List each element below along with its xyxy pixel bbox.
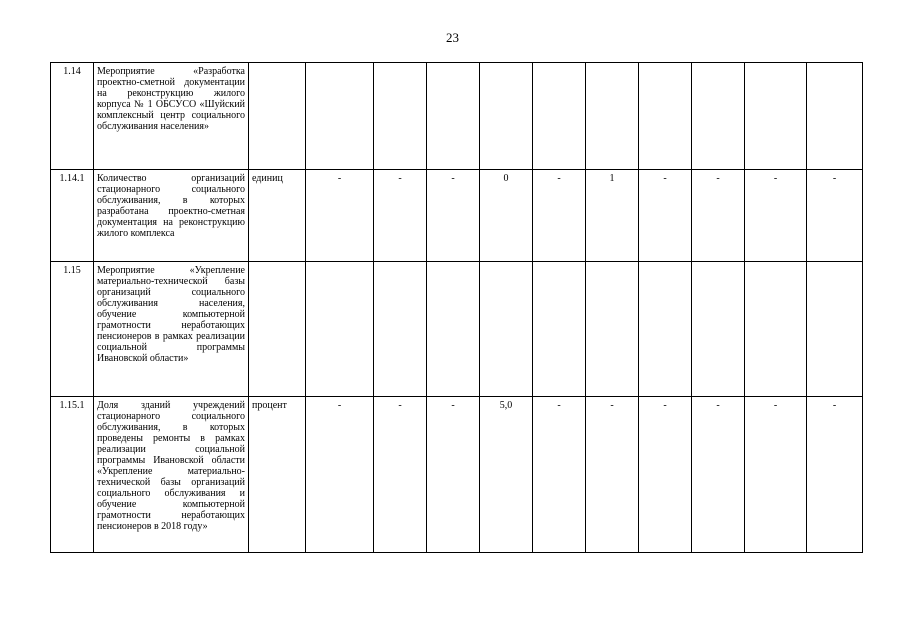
value-cell — [692, 63, 745, 170]
value-cell: - — [533, 170, 586, 262]
value-cell: - — [306, 170, 374, 262]
value-cell — [480, 262, 533, 397]
value-cell: 1 — [586, 170, 639, 262]
value-cell: - — [639, 397, 692, 553]
value-cell: - — [586, 397, 639, 553]
value-cell — [374, 63, 427, 170]
value-cell — [639, 262, 692, 397]
value-cell — [533, 262, 586, 397]
value-cell: - — [427, 397, 480, 553]
value-cell — [745, 262, 807, 397]
value-cell: - — [807, 397, 863, 553]
value-cell: - — [533, 397, 586, 553]
value-cell — [427, 63, 480, 170]
indicator-table — [50, 62, 863, 553]
value-cell — [807, 262, 863, 397]
value-cell: 0 — [480, 170, 533, 262]
value-cell — [745, 63, 807, 170]
value-cell — [692, 262, 745, 397]
value-cell: - — [639, 170, 692, 262]
value-cell — [807, 63, 863, 170]
value-cell — [586, 63, 639, 170]
row-description-cell: Количество организаций стационарного социального обслуживания, в которых разработана проектно-сметная документация на реконструкцию жилого комплекса — [94, 170, 249, 262]
row-unit-cell — [249, 63, 306, 170]
value-cell — [306, 63, 374, 170]
value-cell: - — [745, 397, 807, 553]
value-cell — [306, 262, 374, 397]
table-row — [51, 397, 863, 553]
row-description-cell: Мероприятие «Укрепление материально-технической базы организаций социального обслуживания населения, обучение компьютерной грамотности неработающих пенсионеров в рамках реализации социальной программы Ивановской области» — [94, 262, 249, 397]
value-cell: - — [807, 170, 863, 262]
value-cell: - — [692, 170, 745, 262]
page-number: 23 — [446, 30, 459, 45]
value-cell: - — [374, 170, 427, 262]
value-cell — [427, 262, 480, 397]
table-row — [51, 262, 863, 397]
value-cell — [374, 262, 427, 397]
value-cell: - — [306, 397, 374, 553]
row-description-cell: Доля зданий учреждений стационарного социального обслуживания, в которых проведены ремонты в рамках реализации социальной программы Ивановской области «Укрепление материально-технической базы организаций социального обслуживания и обучение компьютерной грамотности неработающих пенсионеров в 2018 году» — [94, 397, 249, 553]
value-cell — [586, 262, 639, 397]
row-number-cell: 1.15 — [51, 262, 94, 397]
row-unit-cell — [249, 262, 306, 397]
table-row — [51, 170, 863, 262]
value-cell: - — [745, 170, 807, 262]
row-description-cell: Мероприятие «Разработка проектно-сметной документации на реконструкцию жилого корпуса № 1 ОБСУСО «Шуйский комплексный центр социального обслуживания населения» — [94, 63, 249, 170]
row-number-cell: 1.14 — [51, 63, 94, 170]
value-cell — [533, 63, 586, 170]
row-number-cell: 1.15.1 — [51, 397, 94, 553]
value-cell: 5,0 — [480, 397, 533, 553]
value-cell: - — [692, 397, 745, 553]
value-cell: - — [374, 397, 427, 553]
row-unit-cell: процент — [249, 397, 306, 553]
row-unit-cell: единиц — [249, 170, 306, 262]
value-cell — [639, 63, 692, 170]
table-row — [51, 63, 863, 170]
value-cell: - — [427, 170, 480, 262]
row-number-cell: 1.14.1 — [51, 170, 94, 262]
value-cell — [480, 63, 533, 170]
